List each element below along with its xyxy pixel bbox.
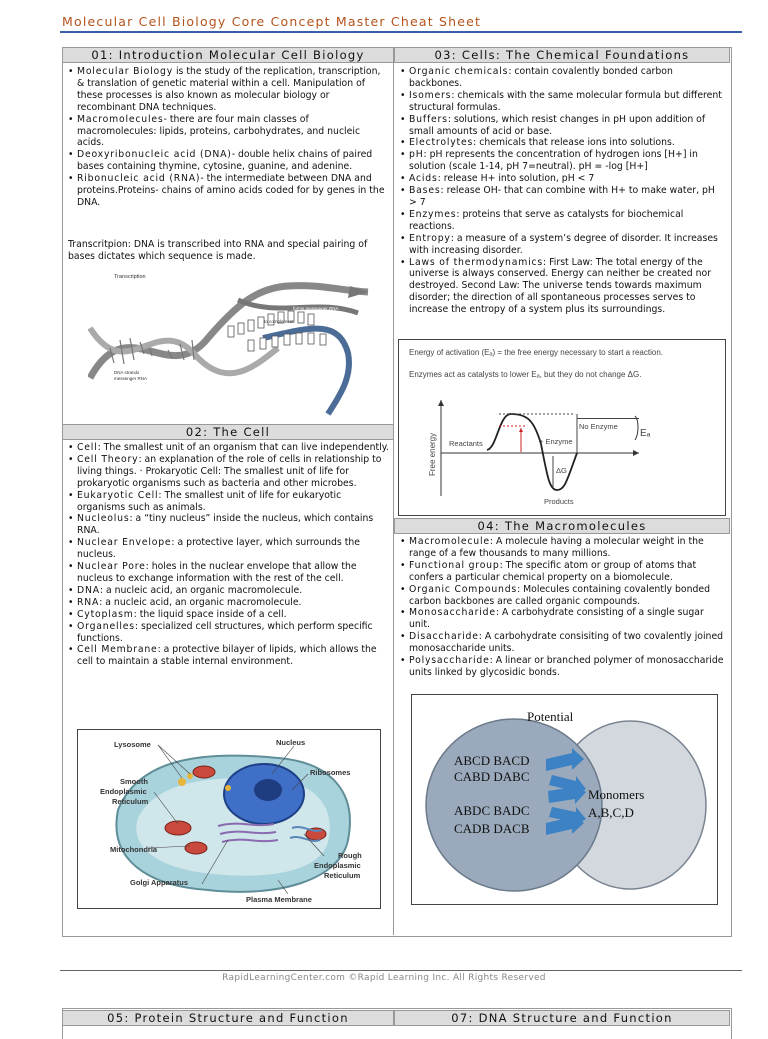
cell-label-smooth-er: Smooth [120,777,148,786]
list-item: • RNA: a nucleic acid, an organic macromolecule. [67,597,389,609]
section-05-header: 05: Protein Structure and Function [62,1010,394,1026]
monomers-figure [411,694,718,905]
list-item: • Monosaccharide: A carbohydrate consisting of a single sugar unit. [399,607,725,631]
list-item: • Cytoplasm: the liquid space inside of a cell. [67,609,389,621]
section-02-header: 02: The Cell [62,424,394,440]
cell-label-mitochondria: Mitochondria [110,845,158,854]
list-item: • Eukaryotic Cell: The smallest unit of life for eukaryotic organisms such as animals. [67,490,389,514]
footer-rule [60,970,742,971]
y-axis-label: Free energy [428,432,437,476]
list-item: • Nucleolus: a “tiny nucleus” inside the nucleus, which contains RNA. [67,513,389,537]
section-03-body [399,66,725,316]
section-04-body [399,536,725,679]
sequence-row: CABD DABC [454,769,530,784]
monomer-list: A,B,C,D [588,805,634,820]
list-item: • Polysaccharide: A linear or branched polymer of monosaccharide units linked by glycosidic bonds. [399,655,725,679]
list-item: • Electrolytes: chemicals that release ions into solutions. [399,137,725,149]
column-divider [393,47,394,935]
ea-label: Eₐ [640,428,651,439]
energy-caption-2: Enzymes act as catalysts to lower Eₐ, but they do not change ΔG. [409,370,642,379]
list-item: • pH: pH represents the concentration of hydrogen ions [H+] in solution (scale 1-14, pH 7=neutral). pH = -log [H+] [399,149,725,173]
footer-copyright: RapidLearningCenter.com ©Rapid Learning Inc. All Rights Reserved [222,973,546,983]
list-item: • Cell Theory: an explanation of the role of cells in relationship to living things. · Prokaryotic Cell: The smallest unit of life for prokaryotic organisms such as bacteria and other microbes. [67,454,389,490]
list-item: • Enzymes: proteins that serve as catalysts for biochemical reactions. [399,209,725,233]
list-item: • Bases: release OH- that can combine with H+ to make water, pH > 7 [399,185,725,209]
reactants-label: Reactants [449,439,483,448]
list-item: • Molecular Biology is the study of the replication, transcription, & translation of genetic material within a cell. Manipulation of these processes is also known as molecular biology or recombinant DNA techniques. [67,66,389,114]
section-01-header: 01: Introduction Molecular Cell Biology [62,47,394,63]
potential-label: Potential [527,709,574,724]
list-item: • Macromolecule: A molecule having a molecular weight in the range of a few thousands to many millions. [399,536,725,560]
list-item: • Organic chemicals: contain covalently bonded carbon backbones. [399,66,725,90]
cell-label-smooth-er: Endoplasmic [100,787,147,796]
list-item: • Buffers: solutions, which resist changes in pH upon addition of small amounts of acid or base. [399,114,725,138]
cell-label-ribosomes: Ribosomes [310,768,351,777]
cell-label-smooth-er: Reticulum [112,797,149,806]
transcription-figure-label: messenger RNA [114,376,148,381]
list-item: • Isomers: chemicals with the same molecular formula but different structural formulas. [399,90,725,114]
list-item: • Organic Compounds: Molecules containing covalently bonded carbon backbones are called organic compounds. [399,584,725,608]
section-03-header: 03: Cells: The Chemical Foundations [394,47,730,63]
cell-label-rough-er: Rough [338,851,362,860]
cell-label-membrane: Plasma Membrane [246,895,312,904]
sequence-row: ABCD BACD [454,753,530,768]
list-item: • DNA: a nucleic acid, an organic macromolecule. [67,585,389,597]
transcription-figure-label: DNA strands [114,370,140,375]
list-item: • Nuclear Pore: holes in the nuclear envelope that allow the nucleus to exchange information with the rest of the cell. [67,561,389,585]
transcription-figure-label: to complement [264,319,294,324]
list-item: • Disaccharide: A carbohydrate consisiting of two covalently joined monosaccharide units. [399,631,725,655]
page-title: Molecular Cell Biology Core Concept Master Cheat Sheet [62,14,482,29]
list-item: • Acids: release H+ into solution, pH < 7 [399,173,725,185]
delta-g-label: ΔG [556,466,567,475]
section-04-header: 04: The Macromolecules [394,518,730,534]
cell-label-nucleus: Nucleus [276,738,306,747]
cell-label-golgi: Golgi Apparatus [130,878,189,887]
monomers-label: Monomers [588,787,645,802]
activation-energy-figure [398,339,726,516]
list-item: • Macromolecules- there are four main classes of macromolecules: lipids, proteins, carbohydrates, and nucleic acids. [67,114,389,150]
no-enzyme-label: No Enzyme [579,422,618,431]
transcription-figure-label: forms messenger RNA [293,306,339,311]
products-label: Products [544,497,574,506]
transcription-figure [88,268,370,416]
section-01-body [67,66,389,209]
cell-figure [77,729,381,909]
list-item: • Organelles: specialized cell structures, which perform specific functions. [67,621,389,645]
list-item: • Ribonucleic acid (RNA)- the intermediate between DNA and proteins.Proteins- chains of amino acids coded for by genes in the DNA. [67,173,389,209]
list-item: • Laws of thermodynamics: First Law: The total energy of the universe is always conserved. Energy can neither be created nor destroyed. Second Law: The universe tends towards maximum disorder; the direction of all spontaneous processes serves to increase the entropy of a system plus its surroundings. [399,257,725,317]
cell-label-lysosome: Lysosome [114,740,151,749]
sequence-row: CADB DACB [454,821,530,836]
cell-label-rough-er: Reticulum [324,871,361,880]
cell-label-rough-er: Endoplasmic [314,861,361,870]
list-item: • Deoxyribonucleic acid (DNA)- double helix chains of paired bases containing thymine, cytosine, guanine, and adenine. [67,149,389,173]
sequence-row: ABDC BADC [454,803,530,818]
transcription-figure-title: Transcription [114,274,146,280]
section-02-body [67,442,389,668]
list-item: • Cell Membrane: a protective bilayer of lipids, which allows the cell to maintain a stable internal environment. [67,644,389,668]
list-item: • Cell: The smallest unit of an organism that can live independently. [67,442,389,454]
title-rule [60,31,742,33]
list-item: • Entropy: a measure of a system’s degree of disorder. It increases with increasing disorder. [399,233,725,257]
transcription-note: Transcritpion: DNA is transcribed into RNA and special pairing of bases dictates which sequence is made. [68,239,368,262]
list-item: • Nuclear Envelope: a protective layer, which surrounds the nucleus. [67,537,389,561]
energy-caption-1: Energy of activation (Eₐ) = the free energy necessary to start a reaction. [409,348,663,357]
list-item: • Functional group: The specific atom or group of atoms that confers a particular chemical property on a biomolecule. [399,560,725,584]
enzyme-label: + Enzyme [539,437,573,446]
section-07-header: 07: DNA Structure and Function [394,1010,730,1026]
